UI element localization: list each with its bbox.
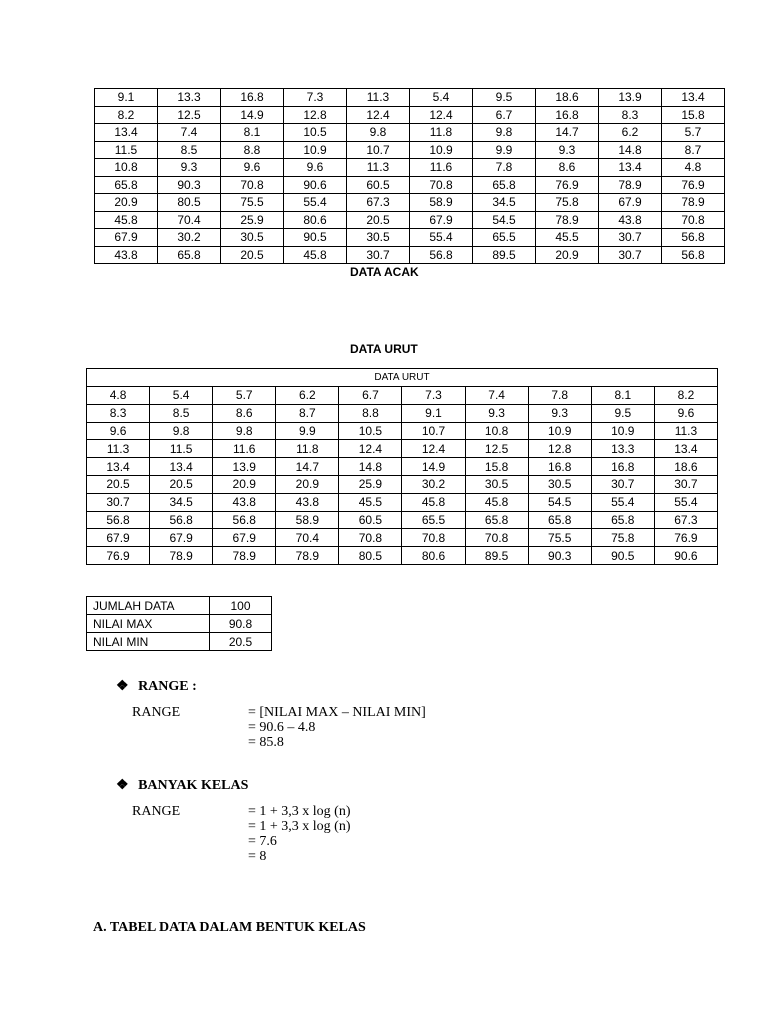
table-cell: 56.8: [662, 229, 725, 247]
table-cell: 11.3: [347, 89, 410, 107]
data-acak-row: [95, 229, 725, 247]
data-acak-table: [94, 88, 725, 264]
table-cell: 45.8: [95, 211, 158, 229]
table-cell: 10.5: [339, 422, 402, 440]
table-cell: 8.7: [662, 141, 725, 159]
summary-label: NILAI MAX: [87, 615, 210, 633]
table-cell: 20.9: [213, 475, 276, 493]
table-cell: 15.8: [662, 106, 725, 124]
data-urut-row: [87, 458, 718, 476]
table-cell: 67.9: [599, 194, 662, 212]
table-cell: 78.9: [536, 211, 599, 229]
data-urut-row: [87, 493, 718, 511]
table-cell: 9.3: [465, 404, 528, 422]
table-cell: 11.6: [213, 440, 276, 458]
table-cell: 90.5: [284, 229, 347, 247]
range-heading: [116, 678, 197, 695]
table-cell: 14.7: [536, 124, 599, 142]
table-cell: 13.3: [158, 89, 221, 107]
table-cell: 10.9: [410, 141, 473, 159]
table-cell: 8.6: [536, 159, 599, 177]
table-cell: 90.3: [158, 176, 221, 194]
data-acak-row: [95, 176, 725, 194]
table-cell: 20.5: [221, 246, 284, 264]
kelas-label: RANGE: [132, 804, 181, 819]
data-urut-row: [87, 422, 718, 440]
data-urut-row: [87, 529, 718, 547]
data-urut-row: [87, 387, 718, 405]
table-cell: 20.5: [150, 475, 213, 493]
table-cell: 8.6: [213, 404, 276, 422]
table-cell: 10.9: [591, 422, 654, 440]
table-cell: 9.3: [528, 404, 591, 422]
table-cell: 7.8: [473, 159, 536, 177]
table-cell: 45.8: [284, 246, 347, 264]
table-cell: 56.8: [662, 246, 725, 264]
table-cell: 30.5: [347, 229, 410, 247]
table-cell: 9.3: [536, 141, 599, 159]
table-cell: 10.8: [95, 159, 158, 177]
data-acak-row: [95, 89, 725, 107]
data-urut-table: [86, 368, 718, 565]
table-cell: 12.4: [402, 440, 465, 458]
kelas-heading: [116, 777, 248, 794]
table-cell: 14.8: [599, 141, 662, 159]
table-cell: 75.5: [221, 194, 284, 212]
table-cell: 58.9: [276, 511, 339, 529]
data-urut-heading: DATA URUT: [350, 342, 418, 356]
table-cell: 9.1: [95, 89, 158, 107]
table-cell: 13.4: [654, 440, 717, 458]
table-cell: 90.6: [654, 547, 717, 565]
table-cell: 30.7: [599, 246, 662, 264]
table-cell: 89.5: [465, 547, 528, 565]
table-cell: 45.5: [536, 229, 599, 247]
range-line-2: = 90.6 – 4.8: [248, 720, 316, 735]
kelas-line-1: = 1 + 3,3 x log (n): [248, 804, 351, 819]
table-cell: 5.4: [410, 89, 473, 107]
table-cell: 90.5: [591, 547, 654, 565]
table-cell: 76.9: [662, 176, 725, 194]
table-cell: 12.5: [465, 440, 528, 458]
table-cell: 9.1: [402, 404, 465, 422]
table-cell: 30.5: [465, 475, 528, 493]
table-cell: 45.5: [339, 493, 402, 511]
range-equations: [248, 705, 426, 750]
table-cell: 7.8: [528, 387, 591, 405]
summary-label: JUMLAH DATA: [87, 597, 210, 615]
table-cell: 8.1: [221, 124, 284, 142]
table-cell: 30.7: [654, 475, 717, 493]
table-cell: 67.9: [95, 229, 158, 247]
data-urut-row: [87, 440, 718, 458]
table-cell: 12.4: [339, 440, 402, 458]
table-cell: 70.8: [402, 529, 465, 547]
table-cell: 55.4: [284, 194, 347, 212]
table-cell: 65.8: [95, 176, 158, 194]
table-cell: 12.8: [528, 440, 591, 458]
table-cell: 43.8: [95, 246, 158, 264]
table-cell: 30.7: [87, 493, 150, 511]
table-cell: 8.3: [599, 106, 662, 124]
range-title: RANGE :: [138, 679, 197, 694]
kelas-bullet: ❖: [116, 778, 129, 793]
table-cell: 13.4: [87, 458, 150, 476]
table-cell: 65.8: [591, 511, 654, 529]
table-cell: 70.8: [410, 176, 473, 194]
table-cell: 89.5: [473, 246, 536, 264]
table-cell: 13.4: [599, 159, 662, 177]
summary-value: 100: [210, 597, 272, 615]
table-cell: 10.9: [528, 422, 591, 440]
table-cell: 20.5: [347, 211, 410, 229]
table-cell: 67.9: [87, 529, 150, 547]
table-cell: 5.4: [150, 387, 213, 405]
table-cell: 90.6: [284, 176, 347, 194]
table-cell: 78.9: [213, 547, 276, 565]
table-cell: 7.4: [465, 387, 528, 405]
table-cell: 45.8: [465, 493, 528, 511]
table-cell: 30.5: [528, 475, 591, 493]
summary-label: NILAI MIN: [87, 633, 210, 651]
table-cell: 12.4: [347, 106, 410, 124]
table-cell: 7.3: [284, 89, 347, 107]
table-cell: 34.5: [473, 194, 536, 212]
table-cell: 80.6: [284, 211, 347, 229]
table-cell: 11.5: [150, 440, 213, 458]
table-cell: 30.2: [158, 229, 221, 247]
range-label: RANGE: [132, 705, 181, 720]
table-cell: 8.2: [654, 387, 717, 405]
table-cell: 55.4: [591, 493, 654, 511]
table-cell: 34.5: [150, 493, 213, 511]
table-cell: 9.3: [158, 159, 221, 177]
table-cell: 8.8: [339, 404, 402, 422]
table-cell: 16.8: [591, 458, 654, 476]
table-cell: 78.9: [599, 176, 662, 194]
table-cell: 16.8: [221, 89, 284, 107]
data-urut-row: [87, 475, 718, 493]
table-cell: 8.3: [87, 404, 150, 422]
table-cell: 45.8: [402, 493, 465, 511]
table-cell: 11.3: [654, 422, 717, 440]
table-cell: 60.5: [347, 176, 410, 194]
table-cell: 75.8: [591, 529, 654, 547]
table-cell: 16.8: [536, 106, 599, 124]
table-cell: 78.9: [276, 547, 339, 565]
table-cell: 65.8: [528, 511, 591, 529]
table-cell: 14.7: [276, 458, 339, 476]
summary-row: [87, 615, 272, 633]
table-cell: 30.7: [347, 246, 410, 264]
table-cell: 9.8: [150, 422, 213, 440]
table-cell: 30.2: [402, 475, 465, 493]
table-cell: 9.6: [221, 159, 284, 177]
table-cell: 13.4: [150, 458, 213, 476]
table-cell: 8.8: [221, 141, 284, 159]
table-cell: 58.9: [410, 194, 473, 212]
table-cell: 5.7: [662, 124, 725, 142]
table-cell: 30.7: [599, 229, 662, 247]
table-cell: 14.9: [221, 106, 284, 124]
table-cell: 9.8: [473, 124, 536, 142]
table-cell: 54.5: [528, 493, 591, 511]
summary-value: 20.5: [210, 633, 272, 651]
table-cell: 67.9: [150, 529, 213, 547]
table-cell: 9.9: [473, 141, 536, 159]
table-cell: 76.9: [87, 547, 150, 565]
data-acak-row: [95, 159, 725, 177]
table-cell: 8.7: [276, 404, 339, 422]
data-acak-row: [95, 246, 725, 264]
table-cell: 14.9: [402, 458, 465, 476]
table-cell: 30.7: [591, 475, 654, 493]
data-acak-row: [95, 106, 725, 124]
table-cell: 9.5: [473, 89, 536, 107]
table-cell: 65.8: [158, 246, 221, 264]
table-cell: 8.1: [591, 387, 654, 405]
table-cell: 4.8: [87, 387, 150, 405]
table-cell: 11.5: [95, 141, 158, 159]
table-cell: 70.8: [221, 176, 284, 194]
table-cell: 65.5: [402, 511, 465, 529]
table-cell: 11.6: [410, 159, 473, 177]
table-cell: 12.8: [284, 106, 347, 124]
data-urut-row: [87, 547, 718, 565]
table-cell: 90.3: [528, 547, 591, 565]
table-cell: 25.9: [221, 211, 284, 229]
table-cell: 70.8: [465, 529, 528, 547]
kelas-line-3: = 7.6: [248, 834, 277, 849]
table-cell: 43.8: [213, 493, 276, 511]
table-cell: 12.5: [158, 106, 221, 124]
table-cell: 80.5: [339, 547, 402, 565]
data-urut-table-header: DATA URUT: [87, 369, 718, 387]
table-cell: 67.9: [410, 211, 473, 229]
data-urut-row: [87, 511, 718, 529]
table-cell: 55.4: [654, 493, 717, 511]
range-line-1: = [NILAI MAX – NILAI MIN]: [248, 705, 426, 720]
kelas-equations: [248, 804, 351, 864]
data-acak-row: [95, 141, 725, 159]
table-cell: 76.9: [536, 176, 599, 194]
range-bullet: ❖: [116, 679, 129, 694]
table-cell: 9.9: [276, 422, 339, 440]
table-cell: 14.8: [339, 458, 402, 476]
table-cell: 9.6: [284, 159, 347, 177]
data-acak-row: [95, 124, 725, 142]
table-cell: 7.3: [402, 387, 465, 405]
table-cell: 67.3: [347, 194, 410, 212]
table-cell: 76.9: [654, 529, 717, 547]
table-cell: 8.2: [95, 106, 158, 124]
table-cell: 43.8: [599, 211, 662, 229]
summary-row: [87, 633, 272, 651]
table-cell: 75.8: [536, 194, 599, 212]
data-acak-body: [95, 89, 725, 264]
table-cell: 6.7: [473, 106, 536, 124]
table-cell: 20.9: [95, 194, 158, 212]
table-cell: 5.7: [213, 387, 276, 405]
table-cell: 10.7: [347, 141, 410, 159]
data-urut-body: [87, 369, 718, 565]
table-cell: 65.8: [465, 511, 528, 529]
summary-row: [87, 597, 272, 615]
table-cell: 20.9: [536, 246, 599, 264]
table-cell: 13.3: [591, 440, 654, 458]
range-line-3: = 85.8: [248, 735, 284, 750]
table-cell: 30.5: [221, 229, 284, 247]
table-cell: 13.4: [95, 124, 158, 142]
table-cell: 55.4: [410, 229, 473, 247]
table-cell: 13.4: [662, 89, 725, 107]
summary-body: [87, 597, 272, 651]
table-cell: 4.8: [662, 159, 725, 177]
table-cell: 9.6: [654, 404, 717, 422]
data-urut-row: [87, 404, 718, 422]
table-cell: 11.3: [347, 159, 410, 177]
table-cell: 16.8: [528, 458, 591, 476]
table-cell: 9.5: [591, 404, 654, 422]
data-acak-caption: DATA ACAK: [350, 265, 419, 279]
table-cell: 56.8: [410, 246, 473, 264]
table-cell: 18.6: [536, 89, 599, 107]
table-cell: 10.9: [284, 141, 347, 159]
table-cell: 10.7: [402, 422, 465, 440]
kelas-title: BANYAK KELAS: [138, 778, 249, 793]
table-cell: 75.5: [528, 529, 591, 547]
table-cell: 8.5: [158, 141, 221, 159]
data-acak-row: [95, 194, 725, 212]
table-cell: 20.9: [276, 475, 339, 493]
table-cell: 67.3: [654, 511, 717, 529]
table-cell: 10.5: [284, 124, 347, 142]
table-cell: 78.9: [662, 194, 725, 212]
table-cell: 9.8: [347, 124, 410, 142]
table-cell: 10.8: [465, 422, 528, 440]
table-cell: 6.7: [339, 387, 402, 405]
table-cell: 56.8: [150, 511, 213, 529]
table-cell: 65.5: [473, 229, 536, 247]
summary-table: [86, 596, 272, 651]
table-cell: 56.8: [87, 511, 150, 529]
table-cell: 6.2: [599, 124, 662, 142]
table-cell: 78.9: [150, 547, 213, 565]
table-cell: 43.8: [276, 493, 339, 511]
table-cell: 13.9: [599, 89, 662, 107]
table-cell: 8.5: [150, 404, 213, 422]
table-cell: 15.8: [465, 458, 528, 476]
table-cell: 67.9: [213, 529, 276, 547]
summary-value: 90.8: [210, 615, 272, 633]
table-cell: 70.8: [339, 529, 402, 547]
table-cell: 56.8: [213, 511, 276, 529]
table-cell: 11.3: [87, 440, 150, 458]
table-cell: 13.9: [213, 458, 276, 476]
table-cell: 70.4: [158, 211, 221, 229]
table-cell: 11.8: [410, 124, 473, 142]
table-cell: 70.8: [662, 211, 725, 229]
table-cell: 9.6: [87, 422, 150, 440]
table-cell: 12.4: [410, 106, 473, 124]
table-cell: 20.5: [87, 475, 150, 493]
table-cell: 18.6: [654, 458, 717, 476]
kelas-line-4: = 8: [248, 849, 267, 864]
data-urut-header-row: [87, 369, 718, 387]
table-cell: 60.5: [339, 511, 402, 529]
table-cell: 6.2: [276, 387, 339, 405]
table-cell: 25.9: [339, 475, 402, 493]
kelas-line-2: = 1 + 3,3 x log (n): [248, 819, 351, 834]
section-a-title: A. TABEL DATA DALAM BENTUK KELAS: [93, 920, 366, 935]
table-cell: 80.5: [158, 194, 221, 212]
table-cell: 70.4: [276, 529, 339, 547]
table-cell: 9.8: [213, 422, 276, 440]
table-cell: 80.6: [402, 547, 465, 565]
table-cell: 11.8: [276, 440, 339, 458]
table-cell: 65.8: [473, 176, 536, 194]
data-acak-row: [95, 211, 725, 229]
table-cell: 7.4: [158, 124, 221, 142]
table-cell: 54.5: [473, 211, 536, 229]
